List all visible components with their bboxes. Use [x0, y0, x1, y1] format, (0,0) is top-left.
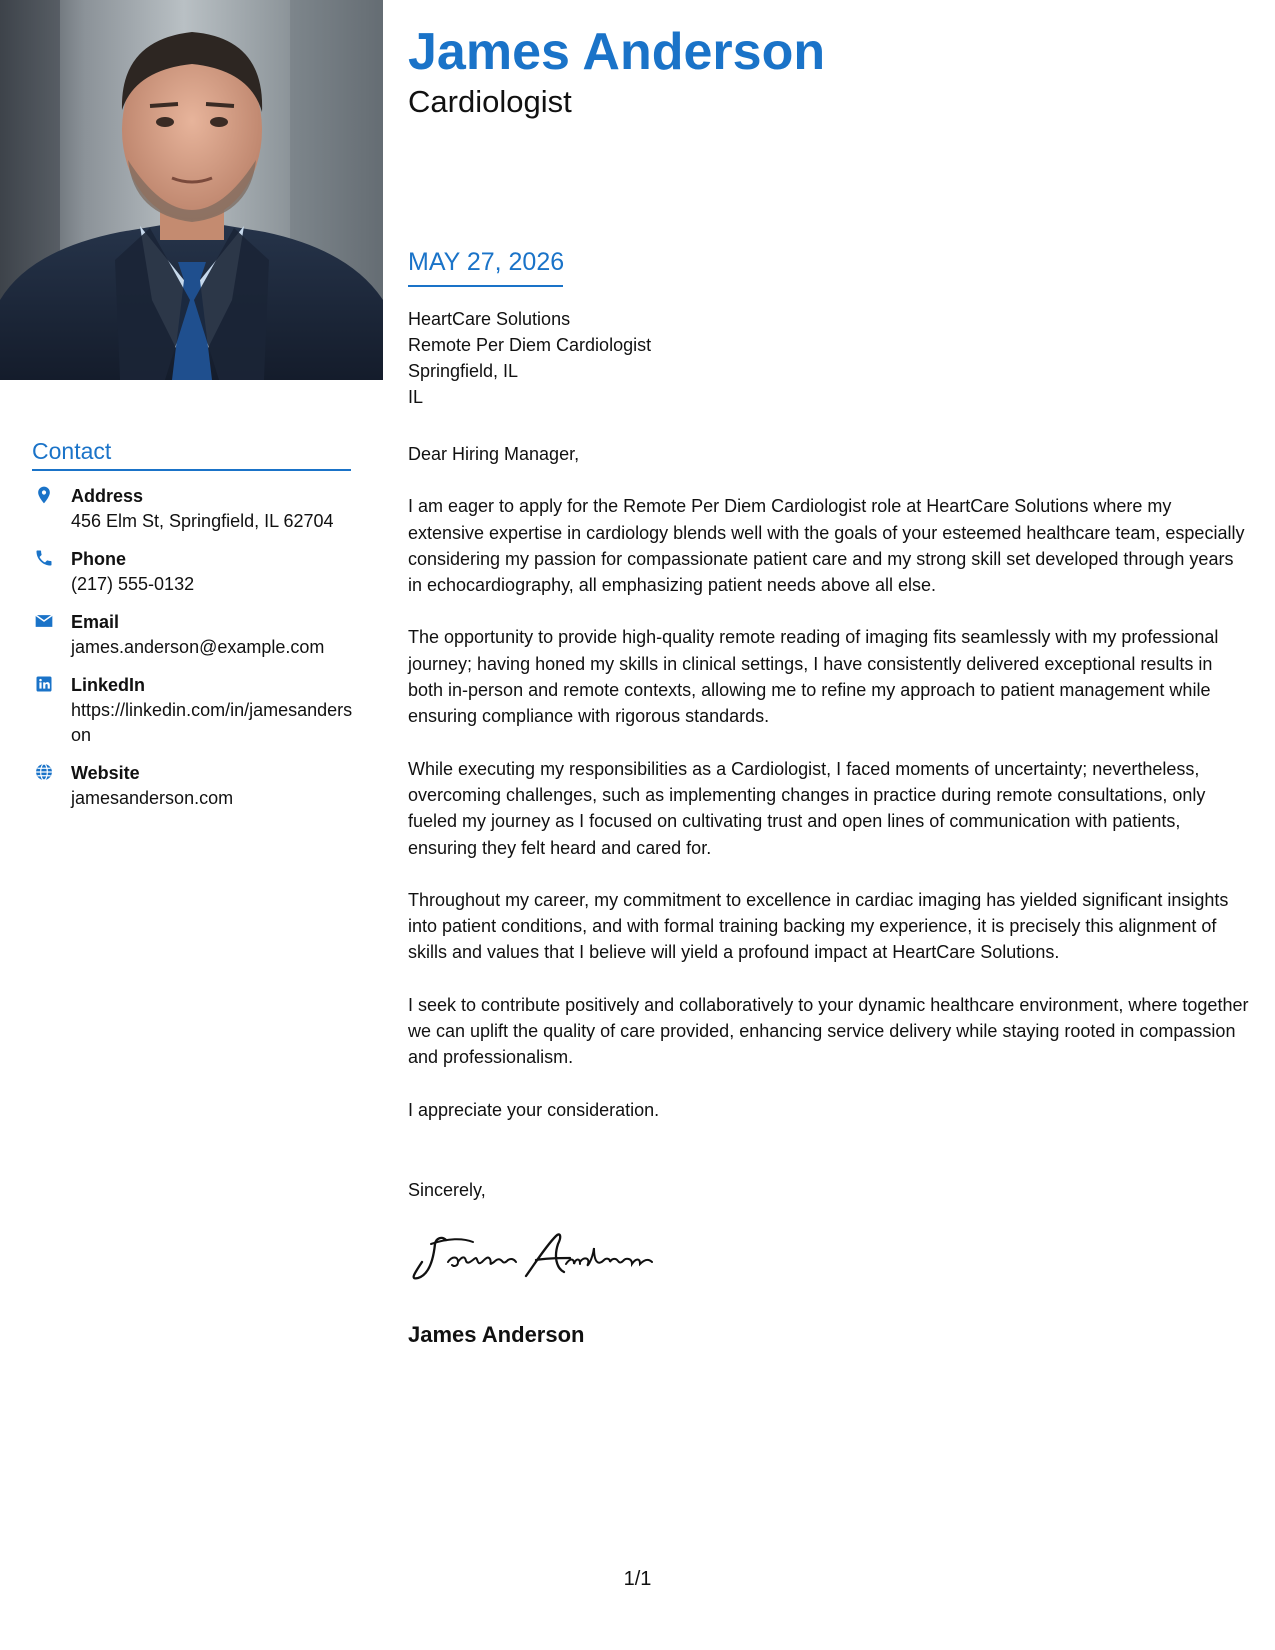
applicant-name: James Anderson	[408, 23, 826, 81]
date-divider	[408, 285, 563, 287]
paragraph: I seek to contribute positively and collaboratively to your dynamic healthcare environment, where together we can uplift the quality of care provided, enhancing service delivery while staying rooted in compassion and professionalism.	[408, 994, 1249, 1068]
phone-icon	[34, 548, 54, 568]
contact-item-address	[32, 484, 362, 534]
paragraph: I am eager to apply for the Remote Per Diem Cardiologist role at HeartCare Solutions where my extensive expertise in cardiology blends well with the goals of your esteemed healthcare team, especially considering my passion for compassionate patient care and my strong skill set developed through years in echocardiography, all emphasizing patient needs above all else.	[408, 496, 1245, 596]
contact-divider	[32, 469, 351, 471]
contact-heading: Contact	[32, 438, 112, 464]
recipient-state: IL	[408, 387, 424, 407]
sidebar	[0, 0, 383, 1650]
contact-item-website	[32, 761, 362, 811]
contact-item-email	[32, 610, 362, 660]
linkedin-value[interactable]: https://linkedin.com/in/jamesanderson	[71, 700, 353, 745]
paragraph: Throughout my career, my commitment to excellence in cardiac imaging has yielded significant insights into patient conditions, and with formal training backing my experience, it is precisely this alignment of skills and values that I believe will yield a profound impact at HeartCare Solutions.	[408, 889, 1229, 963]
linkedin-label: LinkedIn	[71, 675, 146, 695]
phone-value: (217) 555-0132	[71, 574, 195, 594]
profile-photo	[0, 0, 383, 380]
phone-label: Phone	[71, 549, 127, 569]
recipient-position: Remote Per Diem Cardiologist	[408, 335, 652, 355]
recipient-city: Springfield, IL	[408, 361, 519, 381]
address-value: 456 Elm St, Springfield, IL 62704	[71, 511, 334, 531]
recipient-company: HeartCare Solutions	[408, 309, 571, 329]
letter-content	[408, 441, 1250, 1149]
location-pin-icon	[34, 485, 54, 505]
handwritten-signature	[408, 1228, 668, 1284]
portrait-illustration	[0, 0, 383, 380]
email-label: Email	[71, 612, 120, 632]
website-label: Website	[71, 763, 140, 783]
contact-item-linkedin	[32, 673, 362, 748]
contact-list	[32, 484, 362, 824]
signer-name: James Anderson	[408, 1322, 585, 1347]
linkedin-icon	[34, 674, 54, 694]
paragraph: The opportunity to provide high-quality remote reading of imaging fits seamlessly with my professional journey; having honed my skills in clinical settings, I have consistently delivered exceptional results in both in-person and remote contexts, allowing me to refine my approach to patient management while ensuring compliance with rigorous standards.	[408, 627, 1219, 727]
page-indicator: 1/1	[623, 1568, 652, 1590]
letter-date: MAY 27, 2026	[408, 248, 565, 276]
envelope-icon	[34, 611, 54, 631]
paragraph: I appreciate your consideration.	[408, 1099, 660, 1120]
address-label: Address	[71, 486, 144, 506]
contact-item-phone	[32, 547, 362, 597]
closing: Sincerely,	[408, 1180, 486, 1200]
salutation: Dear Hiring Manager,	[408, 444, 580, 464]
email-value[interactable]: james.anderson@example.com	[71, 637, 325, 657]
paragraph: While executing my responsibilities as a Cardiologist, I faced moments of uncertainty; nevertheless, overcoming challenges, such as implementing changes in practice during remote consultations, only fueled my journey as I focused on cultivating trust and open lines of communication with patients, ensuring they felt heard and cared for.	[408, 758, 1206, 858]
website-value[interactable]: jamesanderson.com	[71, 788, 234, 808]
globe-icon	[34, 762, 54, 782]
applicant-title: Cardiologist	[408, 84, 572, 119]
recipient-block	[408, 306, 651, 410]
